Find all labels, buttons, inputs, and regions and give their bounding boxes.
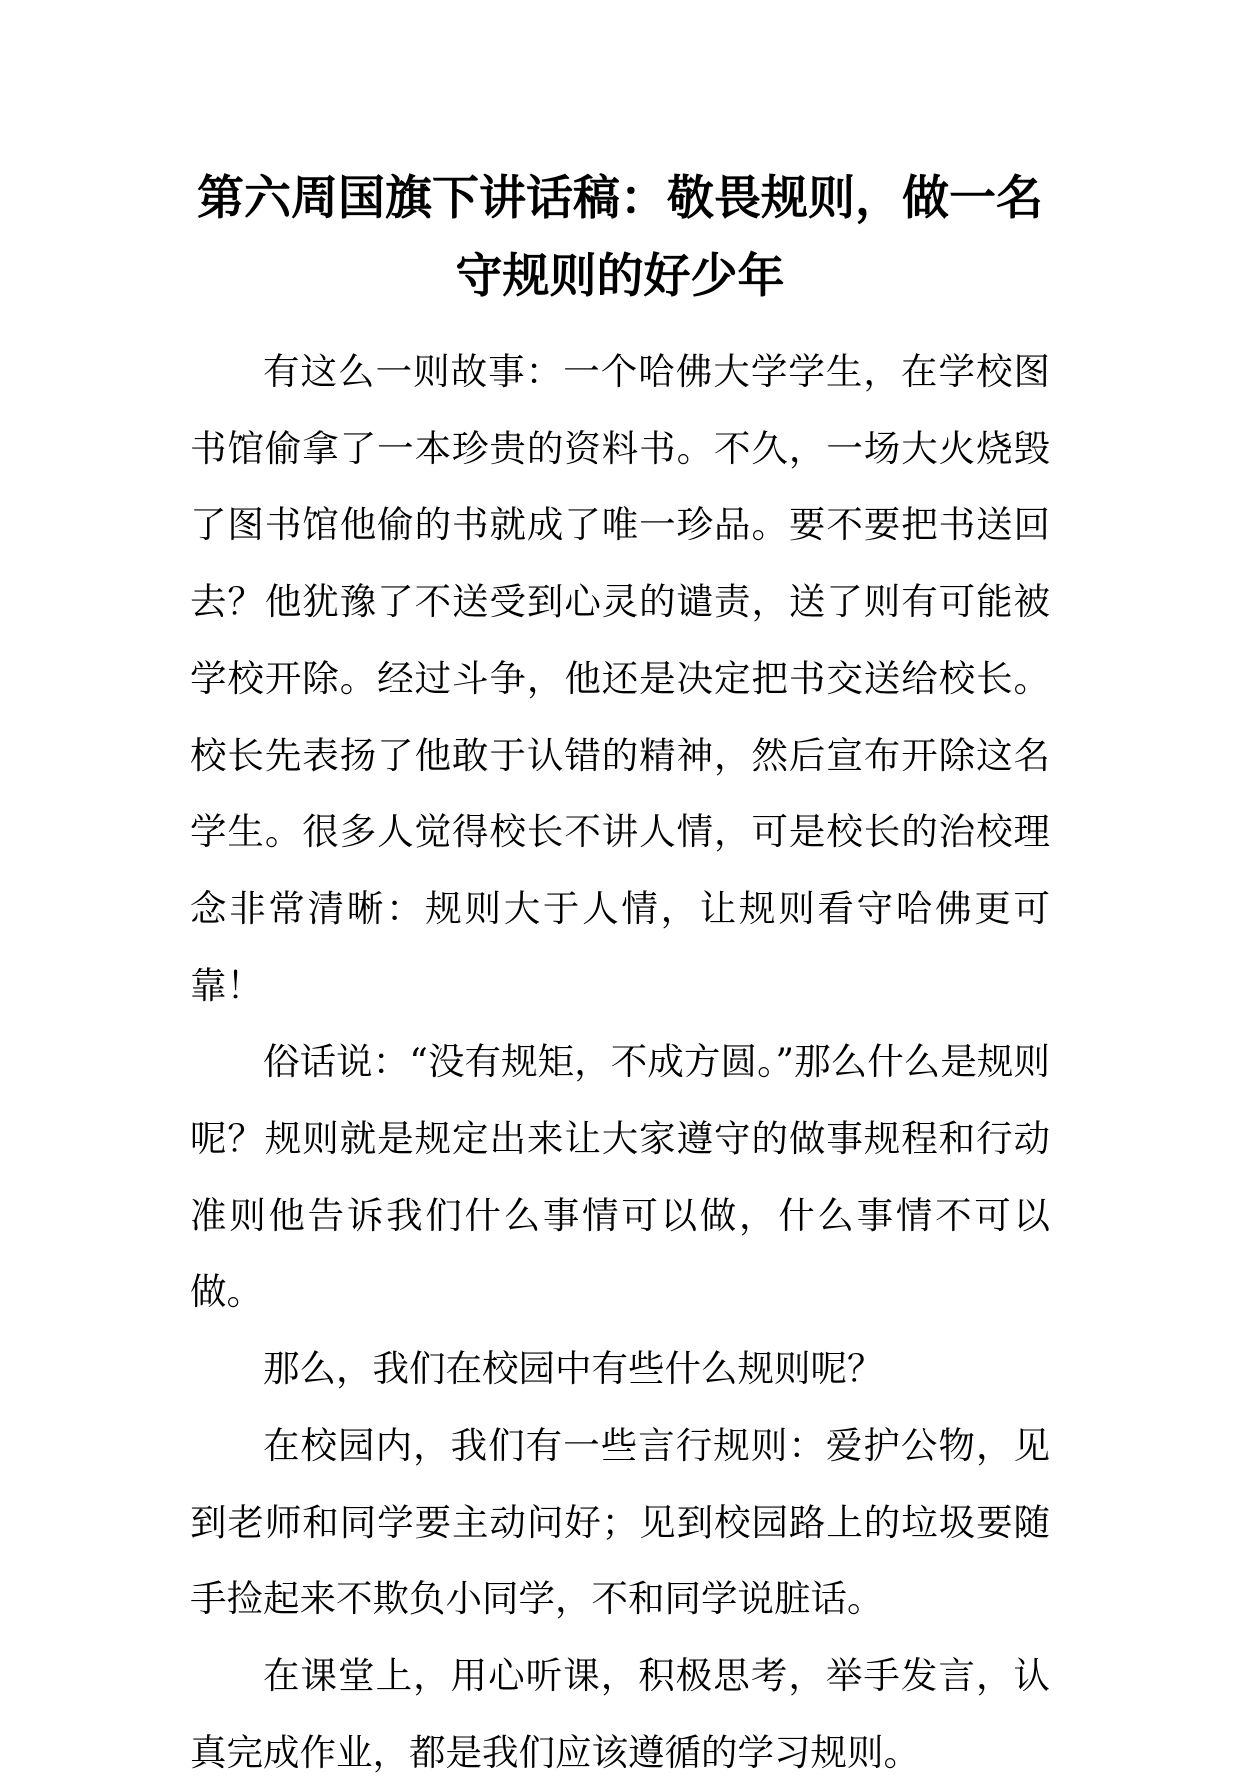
paragraph-campus-question: 那么，我们在校园中有些什么规则呢？ [263,1347,884,1391]
paragraph-classroom-rules: 在课堂上，用心听课，积极思考，举手发言，认真完成作业，都是我们应该遵循的学习规则。 [190,1653,1050,1774]
paragraph-what-is-rule: 俗话说：“没有规矩，不成方圆。”那么什么是规则呢？规则就是规定出来让大家遵守的做事规程和行动准则他告诉我们什么事情可以做，什么事情不可以做。 [190,1040,1050,1314]
document-body [190,334,1050,1791]
paragraph-story: 有这么一则故事：一个哈佛大学学生，在学校图书馆偷拿了一本珍贵的资料书。不久，一场大火烧毁了图书馆他偷的书就成了唯一珍品。要不要把书送回去？他犹豫了不送受到心灵的谴责，送了则有可能被学校开除。经过斗争，他还是决定把书交送给校长。校长先表扬了他敢于认错的精神，然后宣布开除这名学生。很多人觉得校长不讲人情，可是校长的治校理念非常清晰：规则大于人情，让规则看守哈佛更可靠！ [190,350,1050,1007]
paragraph-campus-rules: 在校园内，我们有一些言行规则：爱护公物，见到老师和同学要主动问好；见到校园路上的垃圾要随手捡起来不欺负小同学，不和同学说脏话。 [190,1423,1050,1621]
document-title: 第六周国旗下讲话稿：敬畏规则，做一名守规则的好少年 [197,171,1043,304]
